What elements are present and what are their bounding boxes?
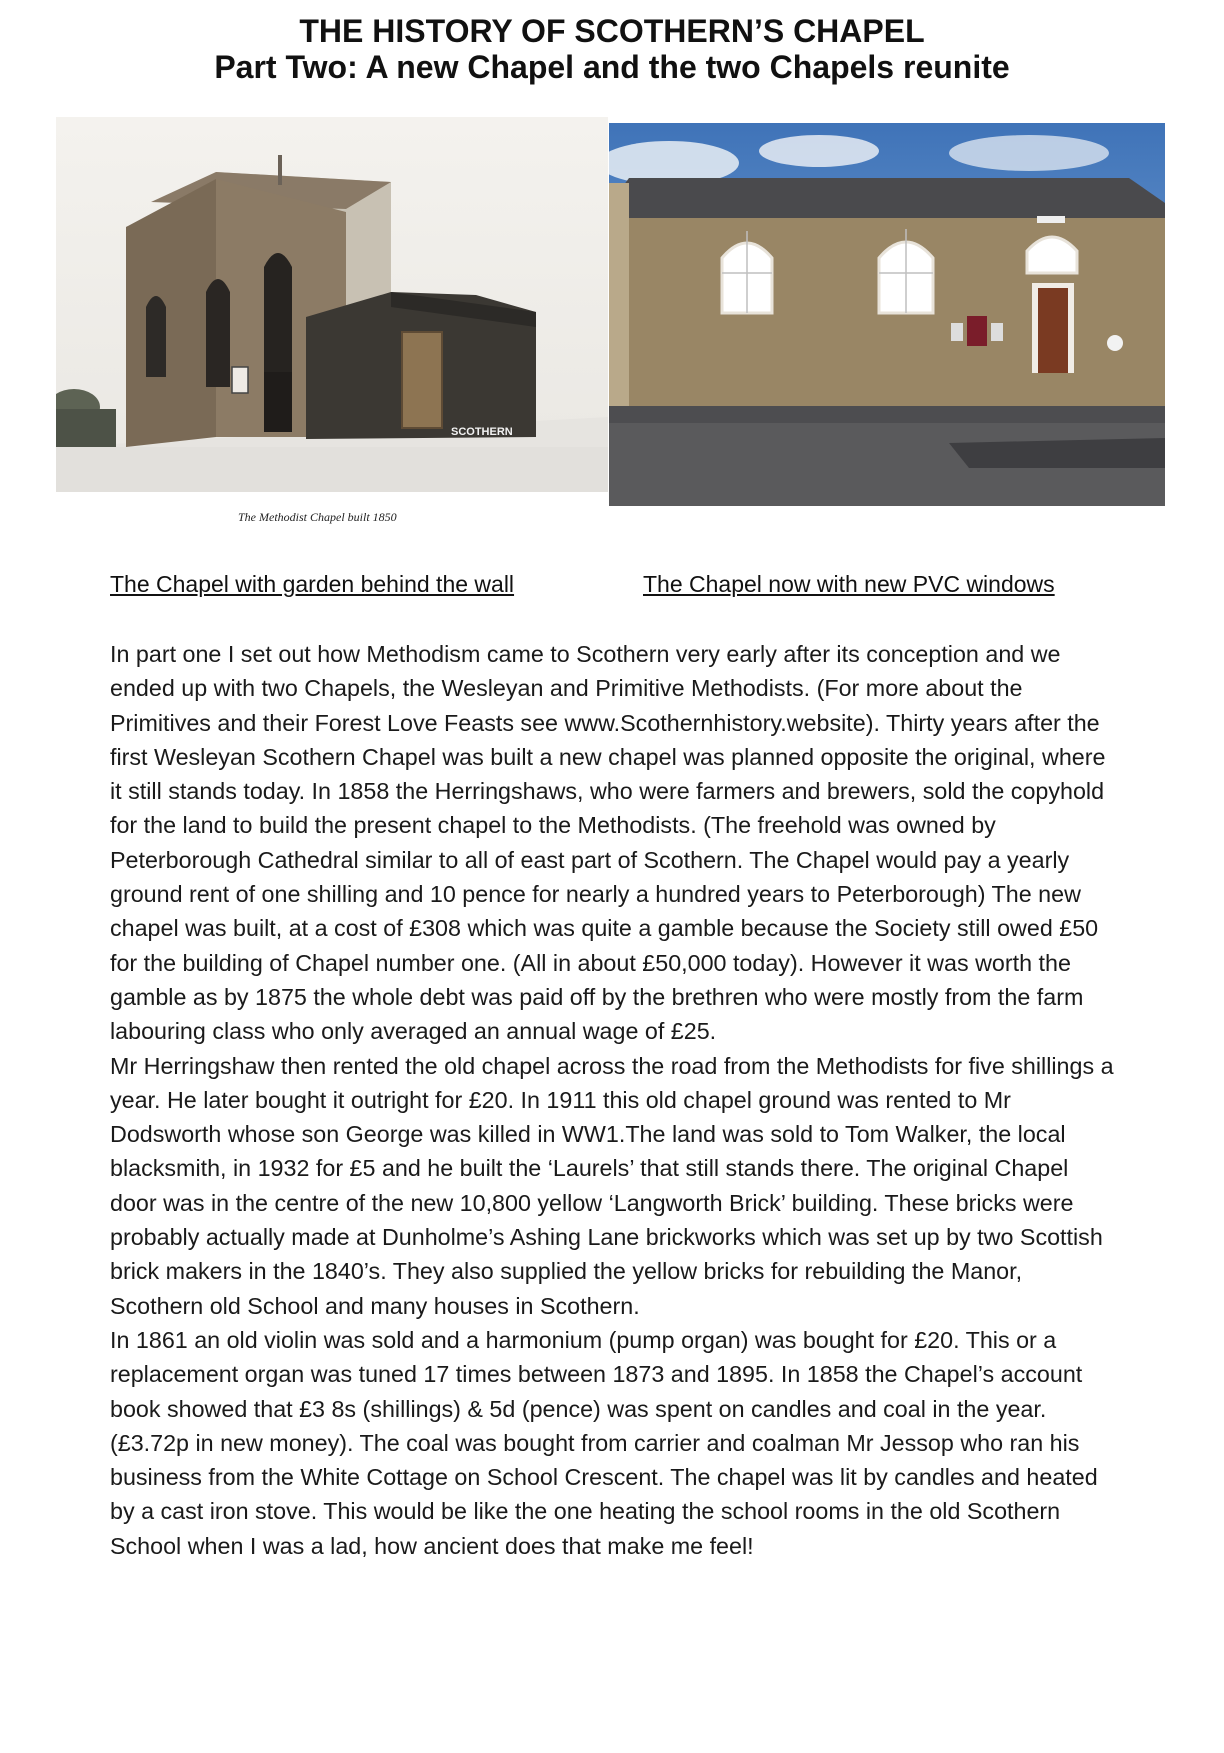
page-title: THE HISTORY OF SCOTHERN’S CHAPEL	[299, 13, 925, 49]
photo-stamp: SCOTHERN	[451, 426, 513, 438]
paragraph: Mr Herringshaw then rented the old chapel across the road from the Methodists for five shillings a year. He later bought it outright for £20. In 1911 this old chapel ground was rented to Mr Dodsworth whose son George was killed in WW1.The land was sold to Tom Walker, the local blacksmith, in 1932 for £5 and he built the ‘Laurels’ that still stands there. The original Chapel door was in the centre of the new 10,800 yellow ‘Langworth Brick’ building. These bricks were probably actually made at Dunholme’s Ashing Lane brickworks which was set up by two Scottish brick makers in the 1840’s. They also supplied the yellow bricks for rebuilding the Manor, Scothern old School and many houses in Scothern.	[110, 1052, 1114, 1319]
paragraph: In part one I set out how Methodism came to Scothern very early after its conception and we ended up with two Chapels, the Wesleyan and Primitive Methodists. (For more about the Primitives and their Forest Love Feasts see www.Scothernhistory.website). Thirty years after the first Wesleyan Scothern Chapel was built a new chapel was planned opposite the original, where it still stands today. In 1858 the Herringshaws, who were farmers and brewers, sold the copyhold for the land to build the present chapel to the Methodists. (The freehold was owned by Peterborough Cathedral similar to all of east part of Scothern. The Chapel would pay a yearly ground rent of one shilling and 10 pence for nearly a hundred years to Peterborough) The new chapel was built, at a cost of £308 which was quite a gamble because the Society still owed £50 for the building of Chapel number one. (All in about £50,000 today). However it was worth the gamble as by 1875 the whole debt was paid off by the brethren who were mostly from the farm labouring class who only averaged an annual wage of £25.	[110, 641, 1106, 1045]
modern-chapel-photo	[609, 123, 1165, 506]
caption-new-chapel: The Chapel now with new PVC windows	[643, 571, 1055, 597]
article-body	[110, 637, 1120, 1563]
page-subtitle: Part Two: A new Chapel and the two Chapels reunite	[214, 49, 1010, 85]
caption-old-chapel: The Chapel with garden behind the wall	[110, 571, 515, 597]
photo-handwritten-caption: The Methodist Chapel built 1850	[238, 510, 397, 524]
paragraph: In 1861 an old violin was sold and a harmonium (pump organ) was bought for £20. This or a replacement organ was tuned 17 times between 1873 and 1895. In 1858 the Chapel’s account book showed that £3 8s (shillings) & 5d (pence) was spent on candles and coal in the year.(£3.72p in new money). The coal was bought from carrier and coalman Mr Jessop who ran his business from the White Cottage on School Crescent. The chapel was lit by candles and heated by a cast iron stove. This would be like the one heating the school rooms in the old Scothern School when I was a lad, how ancient does that make me feel!	[110, 1326, 1098, 1559]
old-chapel-photo	[56, 117, 608, 532]
